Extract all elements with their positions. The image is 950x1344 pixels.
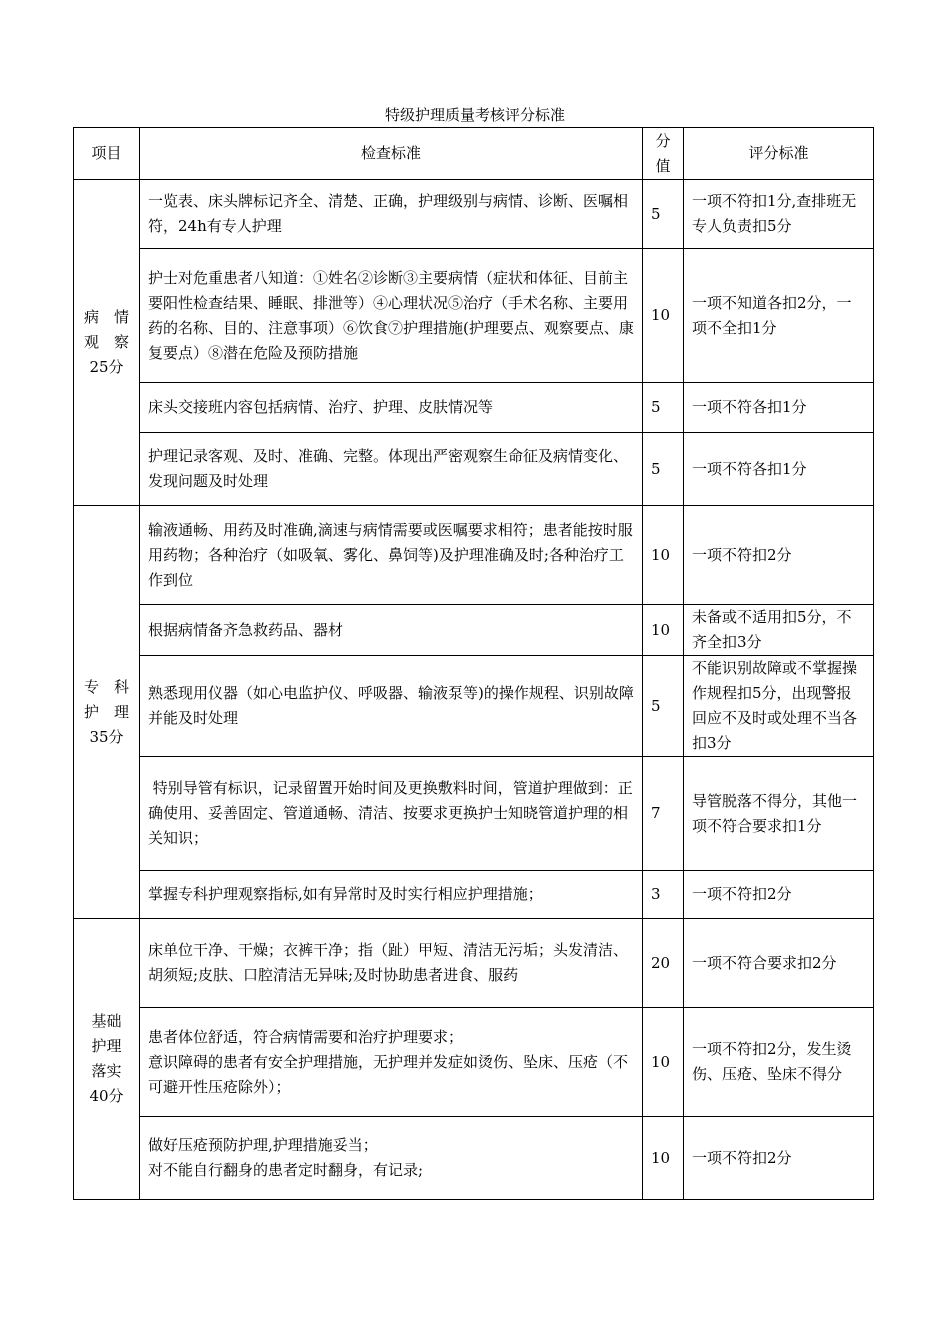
criteria-cell: 一项不符各扣1分: [684, 383, 874, 433]
score-value: 10: [643, 605, 684, 656]
criteria-cell: 一项不符各扣1分: [684, 433, 874, 506]
score-value: 5: [643, 383, 684, 433]
standard-cell: [140, 180, 643, 249]
standard-cell: [140, 919, 643, 1008]
standard-cell: [140, 871, 643, 919]
standard-cell: [140, 656, 643, 757]
score-value: 20: [643, 919, 684, 1008]
criteria-cell: 一项不符扣2分，发生烫伤、压疮、坠床不得分: [684, 1008, 874, 1117]
standard-cell: [140, 1117, 643, 1200]
standard-text: 做好压疮预防护理,护理措施妥当；: [148, 1136, 378, 1154]
criteria-cell: 不能识别故障或不掌握操作规程扣5分，出现警报回应不及时或处理不当各扣3分: [684, 656, 874, 757]
category-label: 25分: [89, 358, 124, 376]
table-row: [74, 656, 874, 757]
score-value: 10: [643, 249, 684, 383]
category-label: 基础: [91, 1012, 122, 1030]
category-label: 40分: [89, 1087, 124, 1105]
standard-text: 熟悉现用仪器（如心电监护仪、呼吸器、输液泵等)的操作规程、识别故障并能及时处理: [148, 684, 634, 727]
category-label: 落实: [91, 1062, 122, 1080]
criteria-cell: 一项不知道各扣2分，一项不全扣1分: [684, 249, 874, 383]
standard-cell: [140, 605, 643, 656]
score-value: 5: [643, 656, 684, 757]
criteria-cell: 未备或不适用扣5分，不齐全扣3分: [684, 605, 874, 656]
standard-text: 床单位干净、干燥；衣裤干净；指（趾）甲短、清洁无污垢；头发清洁、胡须短;皮肤、口腔清洁无异味;及时协助患者进食、服药: [148, 941, 629, 984]
standard-text: 护士对危重患者八知道：①姓名②诊断③主要病情（症状和体征、目前主要阳性检查结果、睡眠、排泄等）④心理状况⑤治疗（手术名称、主要用药的名称、目的、注意事项）⑥饮食⑦护理措施(护理要点、观察要点、康复要点）⑧潜在危险及预防措施: [148, 268, 634, 362]
standard-text: 一览表、床头牌标记齐全、清楚、正确，护理级别与病情、诊断、医嘱相符，24h有专人护理: [148, 192, 629, 235]
criteria-cell: 一项不符合要求扣2分: [684, 919, 874, 1008]
criteria-cell: 导管脱落不得分，其他一项不符合要求扣1分: [684, 757, 874, 871]
standard-text: 对不能自行翻身的患者定时翻身，有记录;: [148, 1161, 424, 1179]
table-row: [74, 757, 874, 871]
table-row: [74, 433, 874, 506]
header-score-line2: 值: [655, 156, 671, 175]
standard-cell: [140, 506, 643, 605]
standard-text: 输液通畅、用药及时准确,滴速与病情需要或医嘱要求相符；患者能按时服用药物；各种治疗（如吸氧、雾化、鼻饲等)及护理准确及时;各种治疗工作到位: [148, 520, 633, 589]
category-cell: [74, 919, 140, 1200]
table-row: [74, 249, 874, 383]
header-score: [643, 128, 684, 180]
standard-text: 护理记录客观、及时、准确、完整。体现出严密观察生命征及病情变化、发现问题及时处理: [148, 447, 629, 490]
table-row: [74, 180, 874, 249]
scoring-table: [73, 127, 874, 1200]
score-value: 10: [643, 1008, 684, 1117]
standard-cell: [140, 383, 643, 433]
criteria-cell: 一项不符扣1分,查排班无专人负责扣5分: [684, 180, 874, 249]
standard-text: 根据病情备齐急救药品、器材: [148, 620, 344, 639]
standard-cell: [140, 249, 643, 383]
criteria-cell: 一项不符扣2分: [684, 1117, 874, 1200]
standard-text: 掌握专科护理观察指标,如有异常时及时实行相应护理措施；: [148, 885, 543, 903]
standard-cell: [140, 757, 643, 871]
category-label: 35分: [89, 727, 124, 746]
category-label: 观 察: [83, 333, 129, 351]
table-row: [74, 1008, 874, 1117]
header-item: 项目: [74, 128, 140, 180]
header-standard: 检查标准: [140, 128, 643, 180]
category-cell: [74, 180, 140, 506]
score-value: 10: [643, 1117, 684, 1200]
table-row: [74, 605, 874, 656]
category-cell: [74, 506, 140, 919]
category-label: 护 理: [83, 702, 129, 721]
table-row: [74, 871, 874, 919]
criteria-cell: 一项不符扣2分: [684, 871, 874, 919]
header-row: [74, 128, 874, 180]
standard-text: 床头交接班内容包括病情、治疗、护理、皮肤情况等: [148, 398, 494, 416]
standard-text: 特别导管有标识，记录留置开始时间及更换敷料时间，管道护理做到：正确使用、妥善固定、管道通畅、清洁、按要求更换护士知晓管道护理的相关知识；: [148, 779, 633, 847]
standard-cell: [140, 433, 643, 506]
category-label: 专 科: [83, 677, 129, 696]
category-label: 病 情: [83, 308, 129, 326]
page-title: 特级护理质量考核评分标准: [384, 106, 565, 124]
score-value: 7: [643, 757, 684, 871]
score-value: 10: [643, 506, 684, 605]
score-value: 3: [643, 871, 684, 919]
score-value: 5: [643, 433, 684, 506]
table-row: [74, 1117, 874, 1200]
header-score-line1: 分: [655, 131, 671, 150]
score-value: 5: [643, 180, 684, 249]
table-row: [74, 919, 874, 1008]
table-row: [74, 383, 874, 433]
standard-text: 患者体位舒适，符合病情需要和治疗护理要求；: [148, 1027, 464, 1046]
criteria-cell: 一项不符扣2分: [684, 506, 874, 605]
header-criteria: 评分标准: [684, 128, 874, 180]
standard-cell: [140, 1008, 643, 1117]
category-label: 护理: [91, 1037, 122, 1055]
table-row: [74, 506, 874, 605]
standard-text: 意识障碍的患者有安全护理措施，无护理并发症如烫伤、坠床、压疮（不可避开性压疮除外）；: [148, 1052, 629, 1096]
